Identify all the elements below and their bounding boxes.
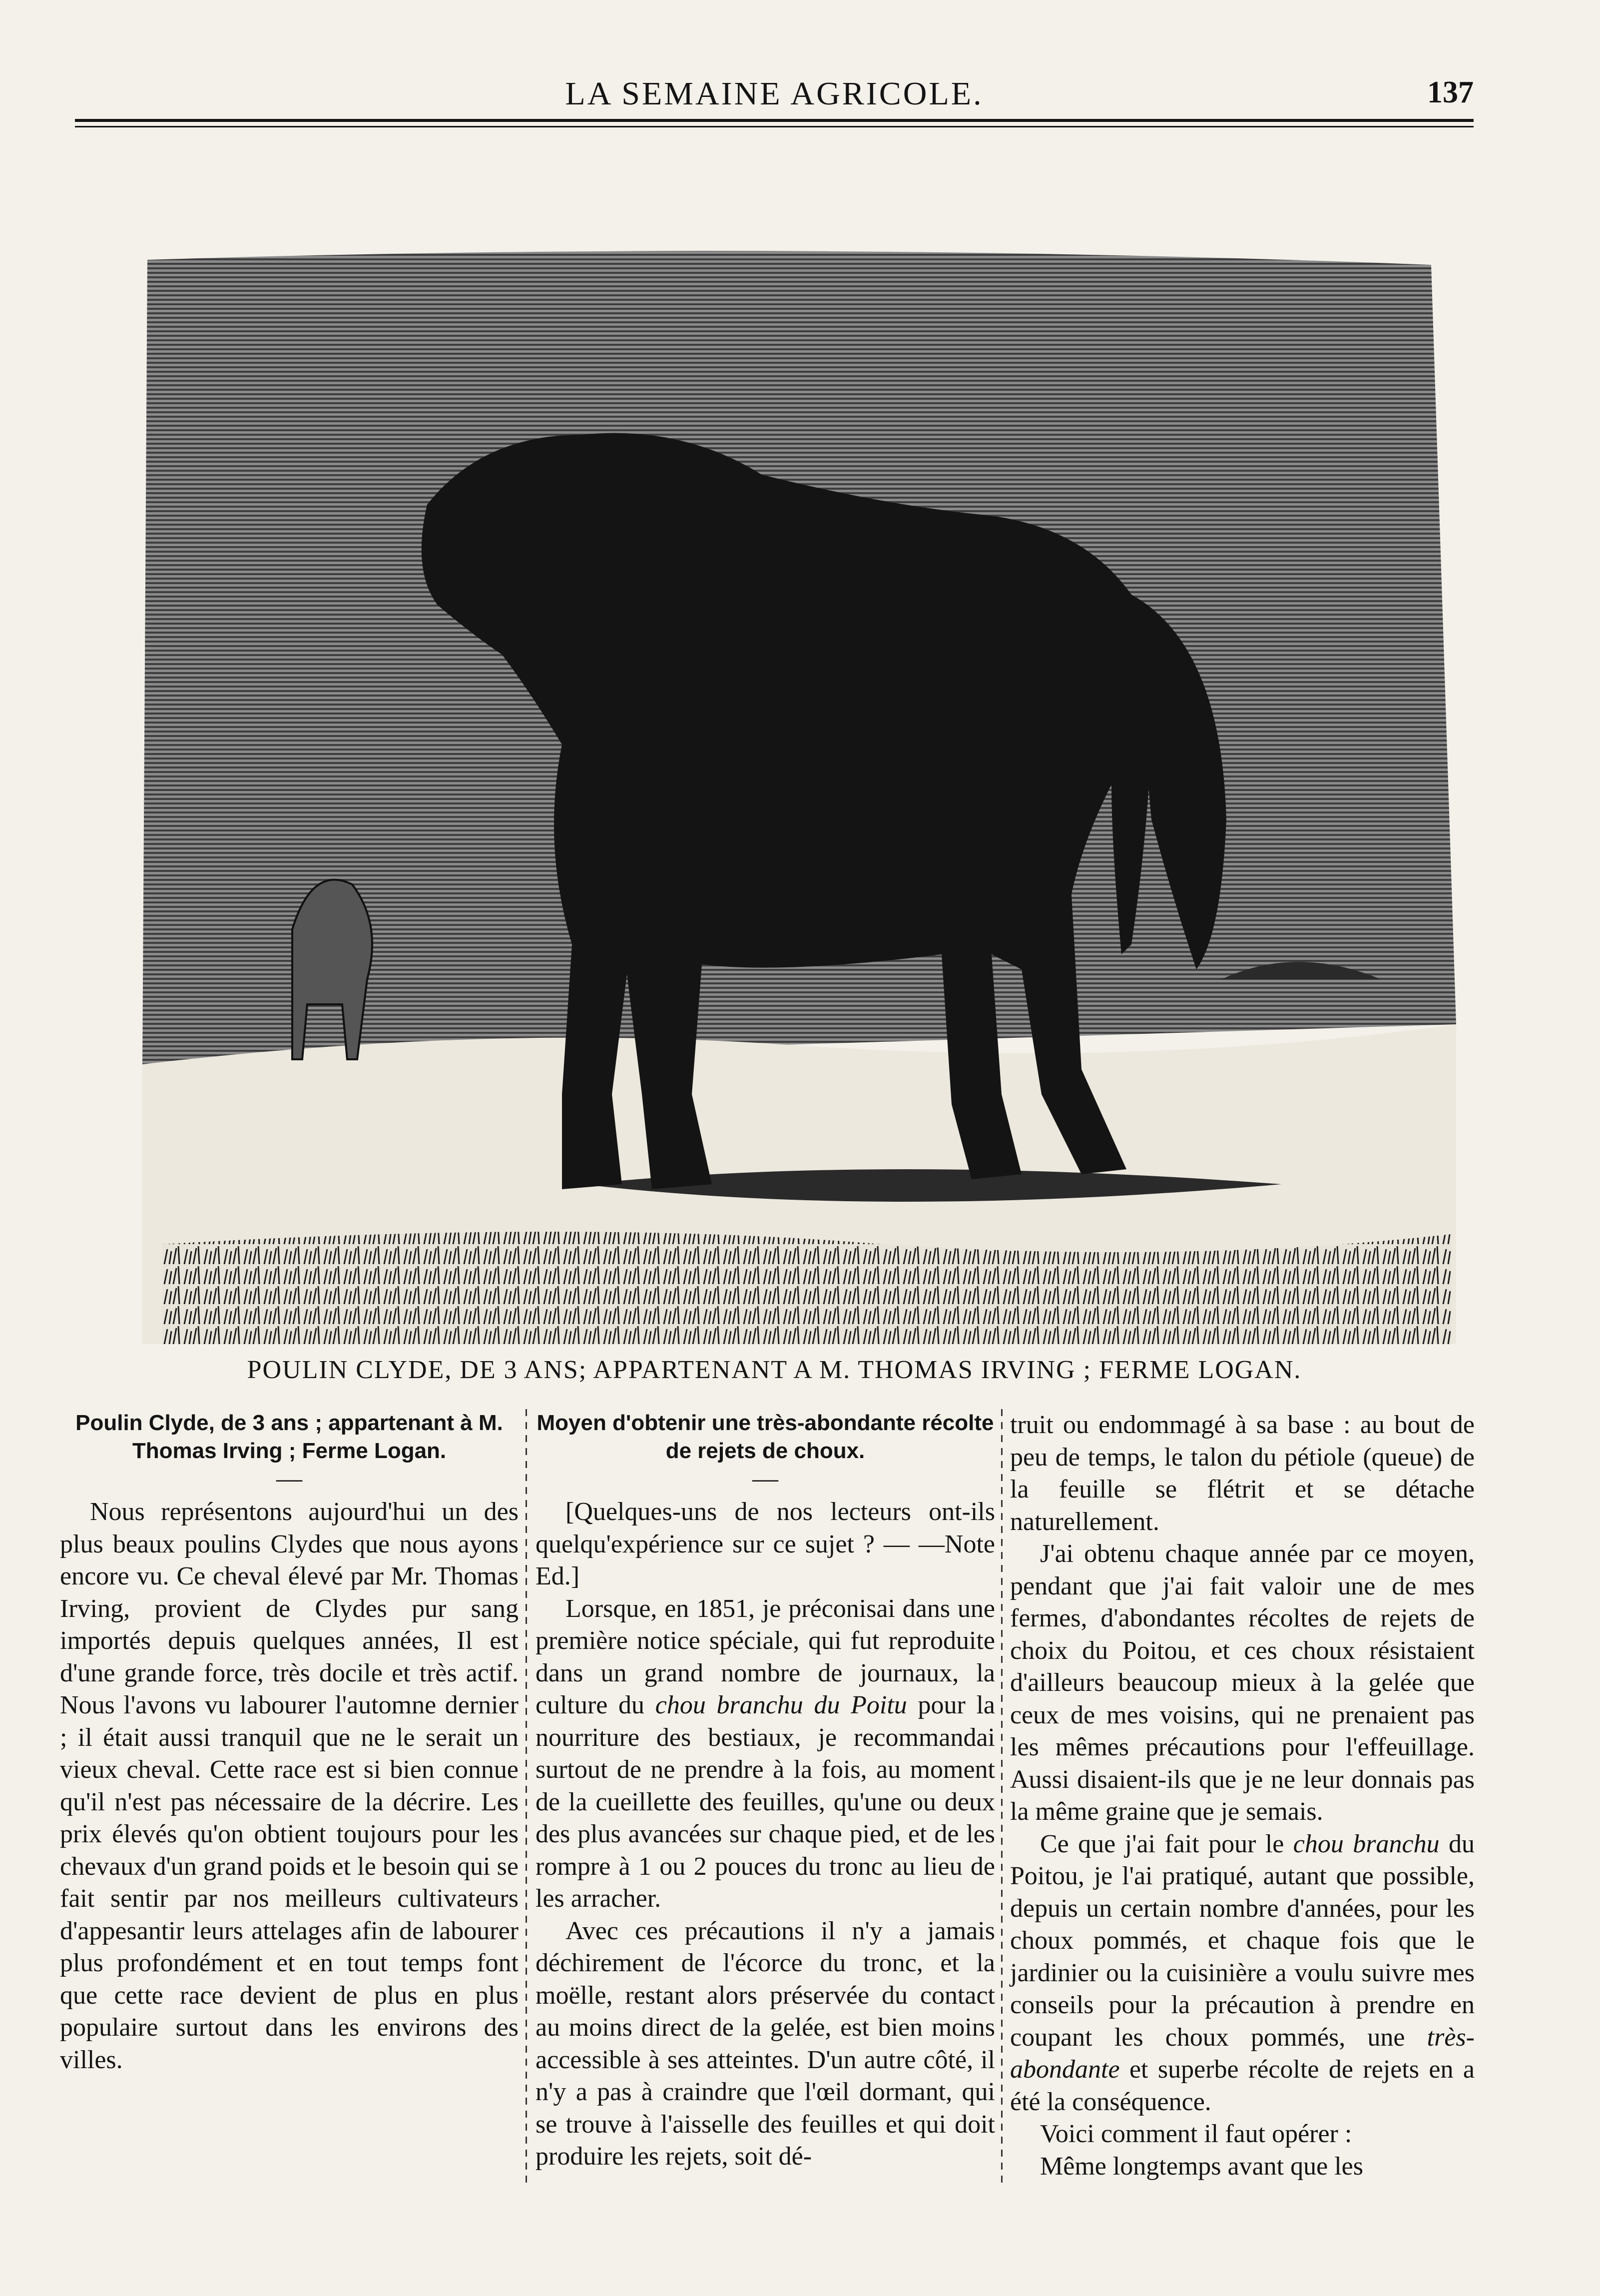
paragraph: J'ai obtenu chaque année par ce moyen, pendant que j'ai fait valoir une de mes fermes, d'abondantes récoltes de rejets de choix du Poitou, et ces choux résistaient d'ailleurs beaucoup mieux à la gelée que ceux de mes voisins, qui ne prenaient pas les mêmes précautions pour l'effeuillage. Aussi disaient-ils que je ne leur donnais pas la même graine que je semais. (1010, 1539, 1475, 1826)
heading-dash: — (276, 1465, 302, 1493)
article-column-3 (1010, 1409, 1475, 2183)
paragraph: Ce que j'ai fait pour le chou branchu du Poitou, je l'ai pratiqué, autant que possible, depuis un certain nombre d'années, pour les choux pommés, et chaque fois que le jardinier ou la cuisinière a voulu suivre mes conseils pour la précaution à prendre en coupant les choux pommés, une très-abondante et superbe récolte de rejets en a été la conséquence. (1010, 1829, 1475, 2116)
paragraph: Voici comment il faut opérer : (1040, 2120, 1352, 2148)
paragraph: Même longtemps avant que les (1040, 2152, 1363, 2181)
journal-title: LA SEMAINE AGRICOLE. (565, 75, 984, 112)
paragraph: Nous représentons aujourd'hui un des plus beaux poulins Clydes que nous ayons encore vu. Ce cheval élevé par Mr. Thomas Irving, provient de Clydes pur sang importés depuis quelques années, Il est d'une grande force, très docile et très actif. Nous l'avons vu labourer l'automne dernier ; il était aussi tranquil que ne le serait un vieux cheval. Cette race est si bien connue qu'il n'est pas nécessaire de la décrire. Les prix élevés qu'on obtient toujours pour les chevaux d'un grand poids et le besoin qui se fait sentir par nos meilleurs cultivateurs d'appesantir leurs attelages afin de labourer plus profondément et en tout temps font que cette race devient de plus en plus populaire surtout dans les environs des villes. (60, 1498, 519, 2074)
horse-engraving (132, 245, 1464, 1344)
paragraph-continued: truit ou endommagé à sa base : au bout de peu de temps, le talon du pétiole (queue) de la feuille se flétrit et se détache naturellement. (1010, 1411, 1475, 1536)
article-column-2 (535, 1409, 995, 2173)
column-divider-1 (526, 1409, 527, 2189)
heading-dash: — (752, 1465, 778, 1493)
article-heading-poulin: Poulin Clyde, de 3 ans ; appartenant à M. Thomas Irving ; Ferme Logan. (75, 1411, 503, 1463)
header-rule-thin (75, 126, 1474, 127)
page-number: 137 (1427, 75, 1474, 109)
running-header (75, 75, 1474, 120)
article-heading-choux: Moyen d'obtenir une très-abondante récolte de rejets de choux. (536, 1411, 994, 1463)
column-divider-2 (1001, 1409, 1003, 2189)
article-column-1 (60, 1409, 519, 2076)
paragraph: Avec ces précautions il n'y a jamais déchirement de l'écorce du tronc, et la moëlle, restant alors préservée du contact au moins direct de la gelée, est bien moins accessible à ses atteintes. D'un autre côté, il n'y a pas à craindre que l'œil dormant, qui se trouve à l'aisselle des feuilles et qui doit produire les rejets, soit dé- (535, 1916, 995, 2171)
paragraph: Lorsque, en 1851, je préconisai dans une première notice spéciale, qui fut reproduite dans un grand nombre de journaux, la culture du chou branchu du Poitu pour la nourriture des bestiaux, je recommandai surtout de ne prendre à la fois, au moment de la cueillette des feuilles, qu'une ou deux des plus avancées sur chaque pied, et de les rompre à 1 ou 2 pouces du tronc au lieu de les arracher. (535, 1594, 996, 1913)
editor-note: [Quelques-uns de nos lecteurs ont-ils quelqu'expérience sur ce sujet ? — —Note Ed.] (535, 1498, 995, 1590)
header-rule-thick (75, 119, 1474, 122)
illustration-caption: POULIN CLYDE, DE 3 ANS; APPARTENANT A M. THOMAS IRVING ; FERME LOGAN. (247, 1356, 1302, 1384)
